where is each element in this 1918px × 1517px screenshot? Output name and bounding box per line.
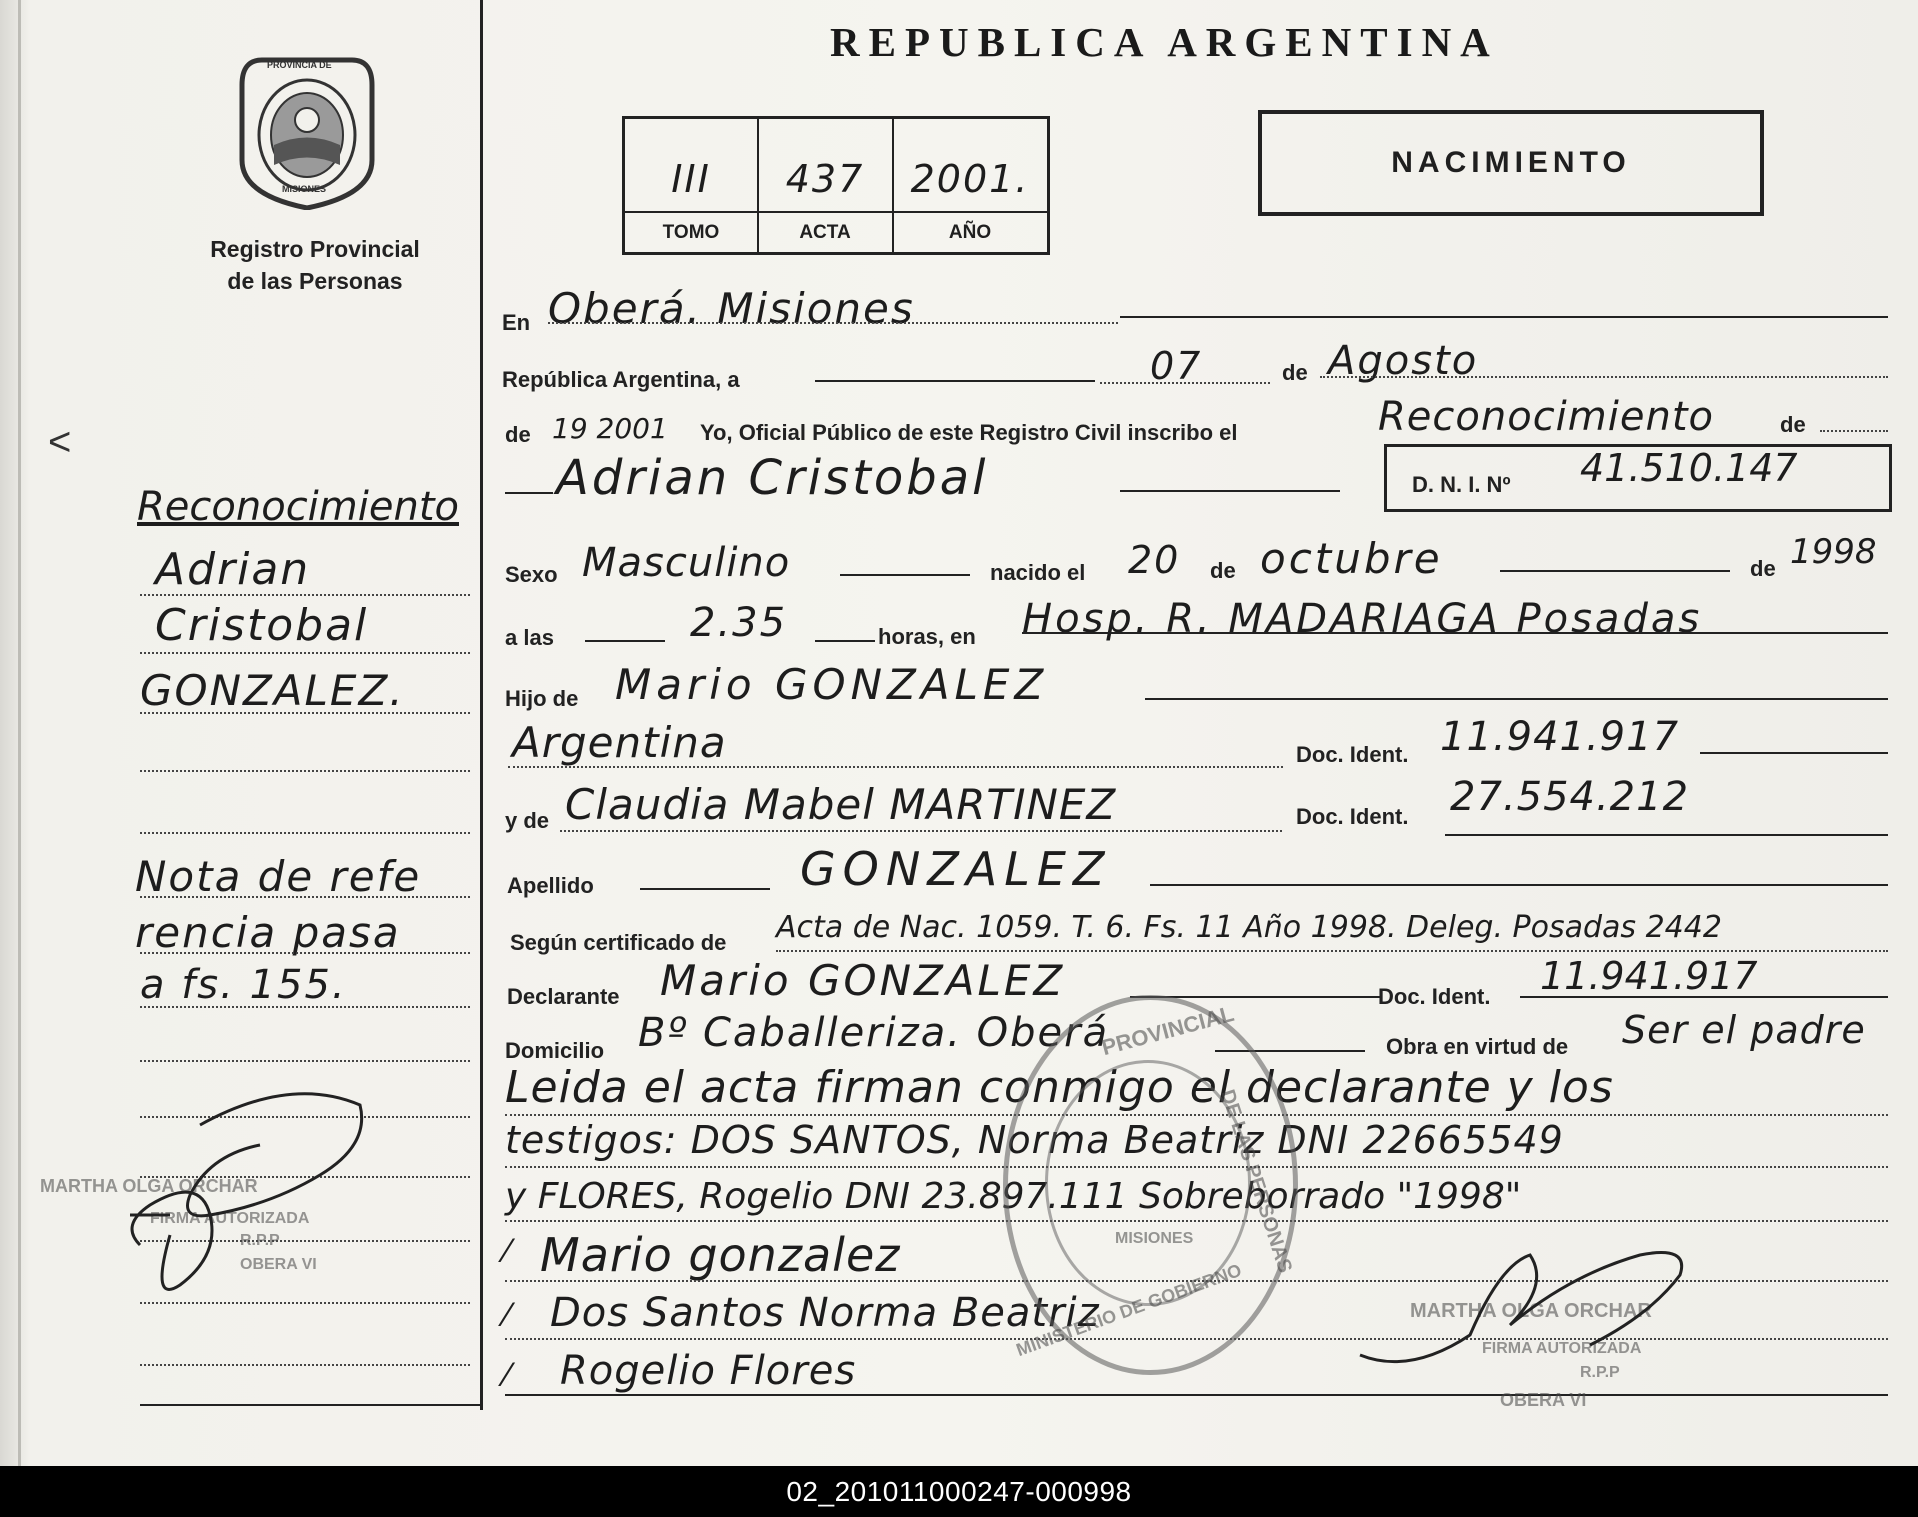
- declarante-doc-line: [1520, 996, 1888, 998]
- nacido-dia: 20: [1128, 538, 1181, 582]
- nombre-value: Adrian Cristobal: [556, 450, 989, 506]
- nota-1: Reconocimiento: [137, 484, 459, 530]
- nombre-line-lead: [505, 492, 553, 494]
- firma-rule-3: [505, 1394, 1888, 1396]
- republica-line-1: [815, 380, 1095, 382]
- nota-rule-3: [140, 712, 470, 714]
- padre-doc-line: [1700, 752, 1888, 754]
- declarante-doc-label: Doc. Ident.: [1378, 984, 1491, 1009]
- firma-2: Dos Santos Norma Beatriz: [550, 1290, 1100, 1336]
- seal-text-top: PROVINCIAL: [1098, 1000, 1237, 1061]
- tomo-label: TOMO: [662, 222, 720, 243]
- seal-text-bottom: MINISTERIO DE GOBIERNO: [1013, 1259, 1245, 1361]
- acta-label: ACTA: [799, 222, 851, 243]
- inscribo-value: Reconocimiento: [1378, 394, 1714, 440]
- y-de-label: y de: [505, 808, 550, 833]
- nota-4: GONZALEZ.: [140, 666, 405, 715]
- de-year-label: de: [505, 422, 531, 447]
- tomo-value: III: [671, 157, 711, 201]
- right-stamp-line-1: MARTHA OLGA ORCHAR: [1410, 1300, 1652, 1322]
- act-type-box: NACIMIENTO: [1258, 110, 1764, 216]
- apellido-value: GONZALEZ: [800, 842, 1112, 896]
- domicilio-value: Bº Caballeriza. Oberá: [638, 1010, 1110, 1056]
- madre-value: Claudia Mabel MARTINEZ: [565, 780, 1117, 829]
- record-number-box: [622, 116, 1050, 255]
- country-title: REPUBLICA ARGENTINA: [830, 19, 1499, 65]
- texto-line-1: Leida el acta firman conmigo el declarante y los: [505, 1062, 1614, 1113]
- tomo-cell: [625, 119, 759, 252]
- dia-line: [1100, 382, 1270, 384]
- left-column-bottom-line: [140, 1404, 482, 1406]
- firma-1: Mario gonzalez: [540, 1228, 901, 1282]
- right-signature-icon: [1350, 1225, 1770, 1385]
- en-label: En: [502, 310, 531, 335]
- horas-en-label: horas, en: [878, 624, 976, 649]
- ano-label: AÑO: [948, 222, 992, 243]
- apellido-line-left: [640, 888, 770, 890]
- sexo-label: Sexo: [505, 562, 558, 587]
- nota-rule-6: [140, 896, 470, 898]
- emblem-bottom-text: MISIONES: [282, 184, 327, 194]
- apellido-line: [1150, 884, 1888, 886]
- nota-5: Nota de refe: [135, 852, 422, 901]
- de-label: de: [1282, 360, 1308, 385]
- lugar-line: [1022, 632, 1888, 634]
- dni-label: D. N. I. Nº: [1412, 472, 1511, 497]
- left-column-divider: [480, 0, 483, 1410]
- registry-label: [160, 233, 470, 297]
- registry-line-2: de las Personas: [227, 268, 403, 294]
- ano-value: 2001.: [910, 157, 1030, 201]
- en-value: Oberá. Misiones: [548, 284, 915, 333]
- acta-value: 437: [785, 157, 865, 201]
- emblem-top-text: PROVINCIA DE: [267, 60, 332, 70]
- lugar-value: Hosp. R. MADARIAGA Posadas: [1022, 596, 1703, 642]
- left-stamp-line-4: OBERA VI: [240, 1256, 317, 1273]
- nacido-label: nacido el: [990, 560, 1086, 585]
- declarante-label: Declarante: [507, 984, 620, 1009]
- registry-line-1: Registro Provincial: [210, 236, 420, 262]
- nota-rule-14: [140, 1364, 470, 1366]
- segun-line: [776, 950, 1888, 952]
- nota-rule-2: [140, 652, 470, 654]
- year-value: 19 2001: [552, 412, 668, 445]
- firma-marker-3: ⁄: [505, 1356, 511, 1394]
- domicilio-label: Domicilio: [505, 1038, 605, 1063]
- binding-edge: [18, 0, 21, 1466]
- nota-3: Cristobal: [155, 600, 369, 651]
- acta-cell: [758, 119, 894, 252]
- record-box-divider: [625, 211, 1047, 213]
- padre-line: [1145, 698, 1888, 700]
- texto-line-2: testigos: DOS SANTOS, Norma Beatriz DNI 22665549: [505, 1118, 1564, 1162]
- en-line-end: [1120, 316, 1888, 318]
- apellido-label: Apellido: [507, 873, 594, 898]
- hora-line-right: [815, 640, 875, 642]
- nota-rule-9: [140, 1060, 470, 1062]
- texto-line-3: y FLORES, Rogelio DNI 23.897.111 Sobreborrado "1998": [505, 1176, 1522, 1217]
- binding-mark-icon: <: [48, 420, 72, 464]
- ano-cell: [893, 119, 1049, 252]
- nota-rule-7: [140, 952, 470, 954]
- hora-value: 2.35: [690, 600, 788, 646]
- obra-label: Obra en virtud de: [1386, 1034, 1569, 1059]
- padre-nacionalidad: Argentina: [512, 718, 727, 767]
- de-after-label: de: [1780, 412, 1806, 437]
- nota-rule-4: [140, 770, 470, 772]
- nota-rule-1: [140, 594, 470, 596]
- left-signature-icon: [110, 1065, 410, 1305]
- madre-doc: 27.554.212: [1450, 774, 1690, 820]
- declarante-doc: 11.941.917: [1540, 954, 1758, 998]
- firma-marker-1: ⁄: [505, 1232, 511, 1270]
- firma-marker-2: ⁄: [505, 1296, 511, 1334]
- sexo-value: Masculino: [582, 540, 791, 586]
- dia-value: 07: [1150, 344, 1203, 388]
- nacido-mes: octubre: [1260, 534, 1443, 583]
- nacido-line: [1500, 570, 1730, 572]
- file-id: 02_201011000247-000998: [786, 1475, 1132, 1507]
- en-line: [548, 322, 1118, 324]
- left-stamp-line-2: FIRMA AUTORIZADA: [150, 1210, 310, 1227]
- inscribo-label: Yo, Oficial Público de este Registro Civil inscribo el: [700, 420, 1238, 445]
- inscribo-line: [1820, 430, 1888, 432]
- nota-6: rencia pasa: [135, 908, 401, 957]
- nombre-line: [1120, 490, 1340, 492]
- segun-label: Según certificado de: [510, 930, 727, 955]
- obra-value: Ser el padre: [1622, 1008, 1866, 1052]
- republica-label: República Argentina, a: [502, 367, 740, 392]
- de-anio-label: de: [1750, 556, 1776, 581]
- nota-2: Adrian: [155, 544, 311, 595]
- seal-text-center: MISIONES: [1115, 1230, 1194, 1247]
- sexo-line: [840, 574, 970, 576]
- padre-value: Mario GONZALEZ: [615, 660, 1049, 709]
- firma-3: Rogelio Flores: [560, 1348, 857, 1394]
- seal-text-right: DE LAS PERSONAS: [1216, 1087, 1297, 1276]
- dni-value: 41.510.147: [1580, 446, 1798, 490]
- nota-rule-8: [140, 1006, 470, 1008]
- left-stamp-line-3: R.P.P: [240, 1232, 280, 1249]
- right-stamp-line-4: OBERA VI: [1500, 1390, 1587, 1410]
- de-mes-label: de: [1210, 558, 1236, 583]
- madre-line: [560, 830, 1282, 832]
- declarante-value: Mario GONZALEZ: [660, 956, 1066, 1005]
- padre-doc: 11.941.917: [1440, 714, 1680, 760]
- nota-7: a fs. 155.: [140, 962, 347, 1008]
- madre-doc-line: [1445, 834, 1888, 836]
- nota-rule-5: [140, 832, 470, 834]
- mes-value: Agosto: [1328, 338, 1479, 384]
- mes-line: [1320, 376, 1888, 378]
- hora-line-left: [585, 640, 665, 642]
- segun-value: Acta de Nac. 1059. T. 6. Fs. 11 Año 1998. Deleg. Posadas 2442: [776, 910, 1722, 945]
- right-stamp-line-3: R.P.P: [1580, 1364, 1620, 1381]
- a-las-label: a las: [505, 625, 554, 650]
- nacionalidad-line: [508, 766, 1283, 768]
- right-stamp-line-2: FIRMA AUTORIZADA: [1482, 1340, 1642, 1357]
- nacido-anio: 1998: [1790, 532, 1877, 572]
- left-stamp-line-1: MARTHA OLGA ORCHAR: [40, 1176, 258, 1196]
- padre-doc-label: Doc. Ident.: [1296, 742, 1409, 767]
- madre-doc-label: Doc. Ident.: [1296, 804, 1409, 829]
- file-id-bar: [0, 1466, 1918, 1517]
- hijo-de-label: Hijo de: [505, 686, 579, 711]
